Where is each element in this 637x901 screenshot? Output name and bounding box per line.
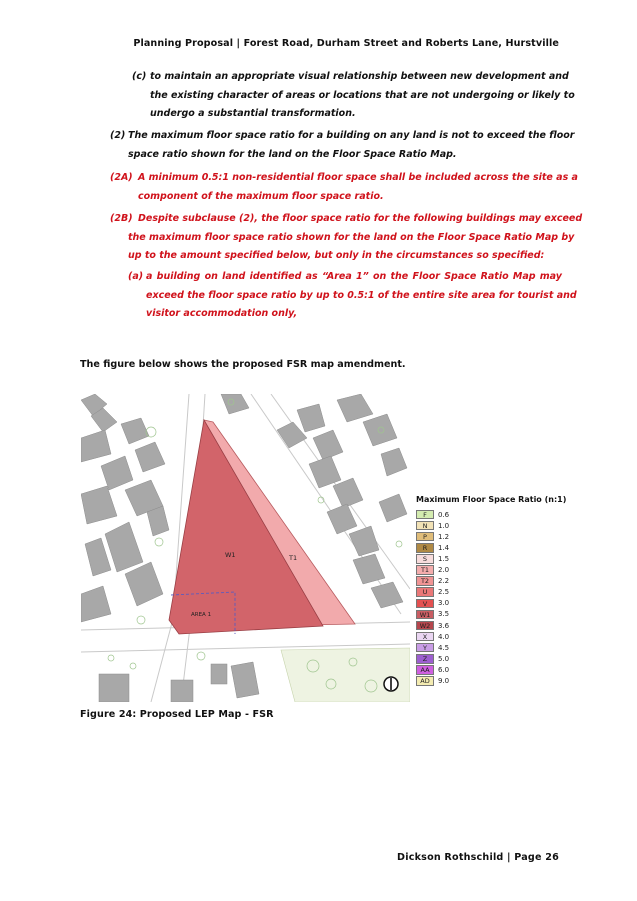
legend-value: 2.0 <box>438 566 450 575</box>
legend-value: 0.6 <box>438 510 450 519</box>
legend-value: 6.0 <box>438 665 450 674</box>
clause-line: The maximum floor space ratio for a building on any land is not to exceed the floor <box>128 130 575 141</box>
legend-swatch: S <box>416 554 434 564</box>
legend-swatch: T1 <box>416 565 434 575</box>
clause-label: (2) <box>110 130 126 141</box>
clause-line: the maximum floor space ratio shown for the land on the Floor Space Ratio Map by <box>128 231 575 243</box>
legend-value: 3.6 <box>438 621 450 630</box>
legend-row <box>416 576 449 587</box>
clause-label: (2B) <box>110 213 133 224</box>
legend-value: 4.0 <box>438 632 450 641</box>
legend-row <box>416 520 449 531</box>
label-t1: T1 <box>289 554 298 562</box>
legend-swatch: T2 <box>416 576 434 586</box>
legend-row <box>416 676 449 687</box>
legend-value: 1.2 <box>438 532 450 541</box>
legend-value: 1.4 <box>438 543 450 552</box>
label-area1: AREA 1 <box>191 612 212 618</box>
page-footer: Dickson Rothschild | Page 26 <box>397 852 559 863</box>
park-area <box>281 648 410 702</box>
legend-value: 1.5 <box>438 554 450 563</box>
clause-line: to maintain an appropriate visual relationship between new development and <box>150 71 569 82</box>
legend-value: 1.0 <box>438 521 450 530</box>
legend-row <box>416 664 449 675</box>
legend-value: 9.0 <box>438 677 450 686</box>
legend-row <box>416 631 449 642</box>
clause-line: space ratio shown for the land on the Floor Space Ratio Map. <box>128 148 457 160</box>
legend-row <box>416 565 449 576</box>
clause-line: visitor accommodation only, <box>146 308 298 319</box>
clause-line: undergo a substantial transformation. <box>150 108 356 119</box>
legend-swatch: W2 <box>416 621 434 631</box>
legend-value: 4.5 <box>438 643 450 652</box>
legend-row <box>416 620 449 631</box>
legend-row <box>416 587 449 598</box>
legend-row <box>416 542 449 553</box>
legend-row <box>416 509 449 520</box>
legend-value: 3.0 <box>438 599 450 608</box>
clause-line: Despite subclause (2), the floor space ratio for the following buildings may exceed <box>138 213 583 224</box>
legend-row <box>416 642 449 653</box>
clause-label: (a) <box>128 271 144 282</box>
clause-line: A minimum 0.5:1 non-residential floor space shall be included across the site as a <box>138 172 578 183</box>
legend-title: Maximum Floor Space Ratio (n:1) <box>416 495 567 504</box>
clause-line: the existing character of areas or locations that are not undergoing or likely to <box>150 89 575 101</box>
legend-swatch: W1 <box>416 610 434 620</box>
clause-line: exceed the floor space ratio by up to 0.5:1 of the entire site area for tourist and <box>146 289 577 301</box>
legend-row <box>416 553 449 564</box>
map-legend <box>416 495 566 710</box>
legend-swatch: U <box>416 587 434 597</box>
clause-line: component of the maximum floor space ratio. <box>138 190 384 202</box>
clause-label: (2A) <box>110 172 133 183</box>
page-header: Planning Proposal | Forest Road, Durham Street and Roberts Lane, Hurstville <box>133 38 559 49</box>
legend-value: 3.5 <box>438 610 450 619</box>
legend-swatch: X <box>416 632 434 642</box>
legend-swatch: V <box>416 599 434 609</box>
legend-rows <box>416 509 566 689</box>
legend-row <box>416 598 449 609</box>
clause-line: a building on land identified as “Area 1” on the Floor Space Ratio Map may <box>146 271 562 282</box>
legend-swatch: R <box>416 543 434 553</box>
legend-swatch: F <box>416 510 434 520</box>
figure-caption: Figure 24: Proposed LEP Map - FSR <box>80 709 274 720</box>
legend-row <box>416 531 449 542</box>
legend-swatch: P <box>416 532 434 542</box>
legend-value: 2.5 <box>438 588 450 597</box>
legend-value: 5.0 <box>438 654 450 663</box>
clause-label: (c) <box>132 71 147 82</box>
fsr-map <box>81 394 410 702</box>
legend-swatch: Y <box>416 643 434 653</box>
clause-line: up to the amount specified below, but only in the circumstances so specified: <box>128 250 545 261</box>
legend-swatch: AD <box>416 676 434 686</box>
north-arrow-icon <box>384 677 398 691</box>
legend-swatch: N <box>416 521 434 531</box>
legend-value: 2.2 <box>438 577 450 586</box>
label-w1: W1 <box>225 551 236 559</box>
legend-swatch: Z <box>416 654 434 664</box>
legend-swatch: AA <box>416 665 434 675</box>
legend-row <box>416 653 449 664</box>
intro-text: The figure below shows the proposed FSR map amendment. <box>80 359 406 370</box>
legend-row <box>416 609 449 620</box>
